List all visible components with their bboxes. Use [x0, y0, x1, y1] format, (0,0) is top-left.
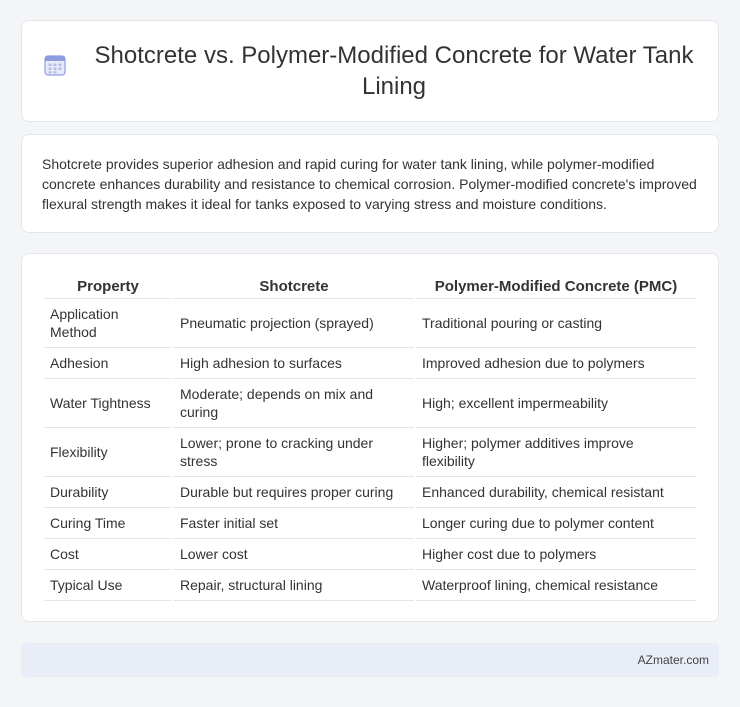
page-title: Shotcrete vs. Polymer-Modified Concrete for Water Tank Lining	[94, 42, 694, 100]
table-cell-pmc: Traditional pouring or casting	[416, 299, 696, 348]
table-cell-pmc: High; excellent impermeability	[416, 379, 696, 428]
table-row	[44, 570, 696, 601]
table-row	[44, 477, 696, 508]
table-row	[44, 299, 696, 348]
table-cell-property: Adhesion	[44, 348, 172, 379]
header-property: Property	[44, 274, 172, 299]
header-pmc: Polymer-Modified Concrete (PMC)	[416, 274, 696, 299]
table-cell-property: Water Tightness	[44, 379, 172, 428]
table-cell-property: Durability	[44, 477, 172, 508]
table-row	[44, 539, 696, 570]
table-row	[44, 428, 696, 477]
title-wrap	[42, 40, 698, 102]
table-cell-pmc: Higher cost due to polymers	[416, 539, 696, 570]
table-cell-property: Curing Time	[44, 508, 172, 539]
table-cell-property: Flexibility	[44, 428, 172, 477]
table-cell-shotcrete: Moderate; depends on mix and curing	[174, 379, 414, 428]
table-cell-shotcrete: Repair, structural lining	[174, 570, 414, 601]
table-cell-pmc: Improved adhesion due to polymers	[416, 348, 696, 379]
footer-brand[interactable]: AZmater.com	[637, 653, 709, 667]
summary-card	[21, 134, 719, 233]
calendar-icon	[42, 52, 68, 78]
table-cell-shotcrete: Durable but requires proper curing	[174, 477, 414, 508]
table-cell-shotcrete: Lower; prone to cracking under stress	[174, 428, 414, 477]
table-cell-pmc: Longer curing due to polymer content	[416, 508, 696, 539]
table-cell-property: Application Method	[44, 299, 172, 348]
comparison-table	[42, 274, 698, 601]
table-cell-pmc: Higher; polymer additives improve flexibility	[416, 428, 696, 477]
table-row	[44, 508, 696, 539]
table-cell-shotcrete: Faster initial set	[174, 508, 414, 539]
table-cell-shotcrete: Pneumatic projection (sprayed)	[174, 299, 414, 348]
table-row	[44, 348, 696, 379]
table-cell-pmc: Enhanced durability, chemical resistant	[416, 477, 696, 508]
header-shotcrete: Shotcrete	[174, 274, 414, 299]
comparison-table-card	[21, 253, 719, 622]
footer-bar	[21, 643, 719, 677]
table-cell-pmc: Waterproof lining, chemical resistance	[416, 570, 696, 601]
table-header-row	[44, 274, 696, 299]
table-cell-property: Cost	[44, 539, 172, 570]
summary-text: Shotcrete provides superior adhesion and rapid curing for water tank lining, while polymer-modified concrete enhances durability and resistance to chemical corrosion. Polymer-modified concrete's improved flexural strength makes it ideal for tanks exposed to varying stress and moisture conditions.	[42, 156, 697, 212]
table-row	[44, 379, 696, 428]
title-card	[21, 20, 719, 122]
table-cell-shotcrete: Lower cost	[174, 539, 414, 570]
table-cell-property: Typical Use	[44, 570, 172, 601]
table-cell-shotcrete: High adhesion to surfaces	[174, 348, 414, 379]
